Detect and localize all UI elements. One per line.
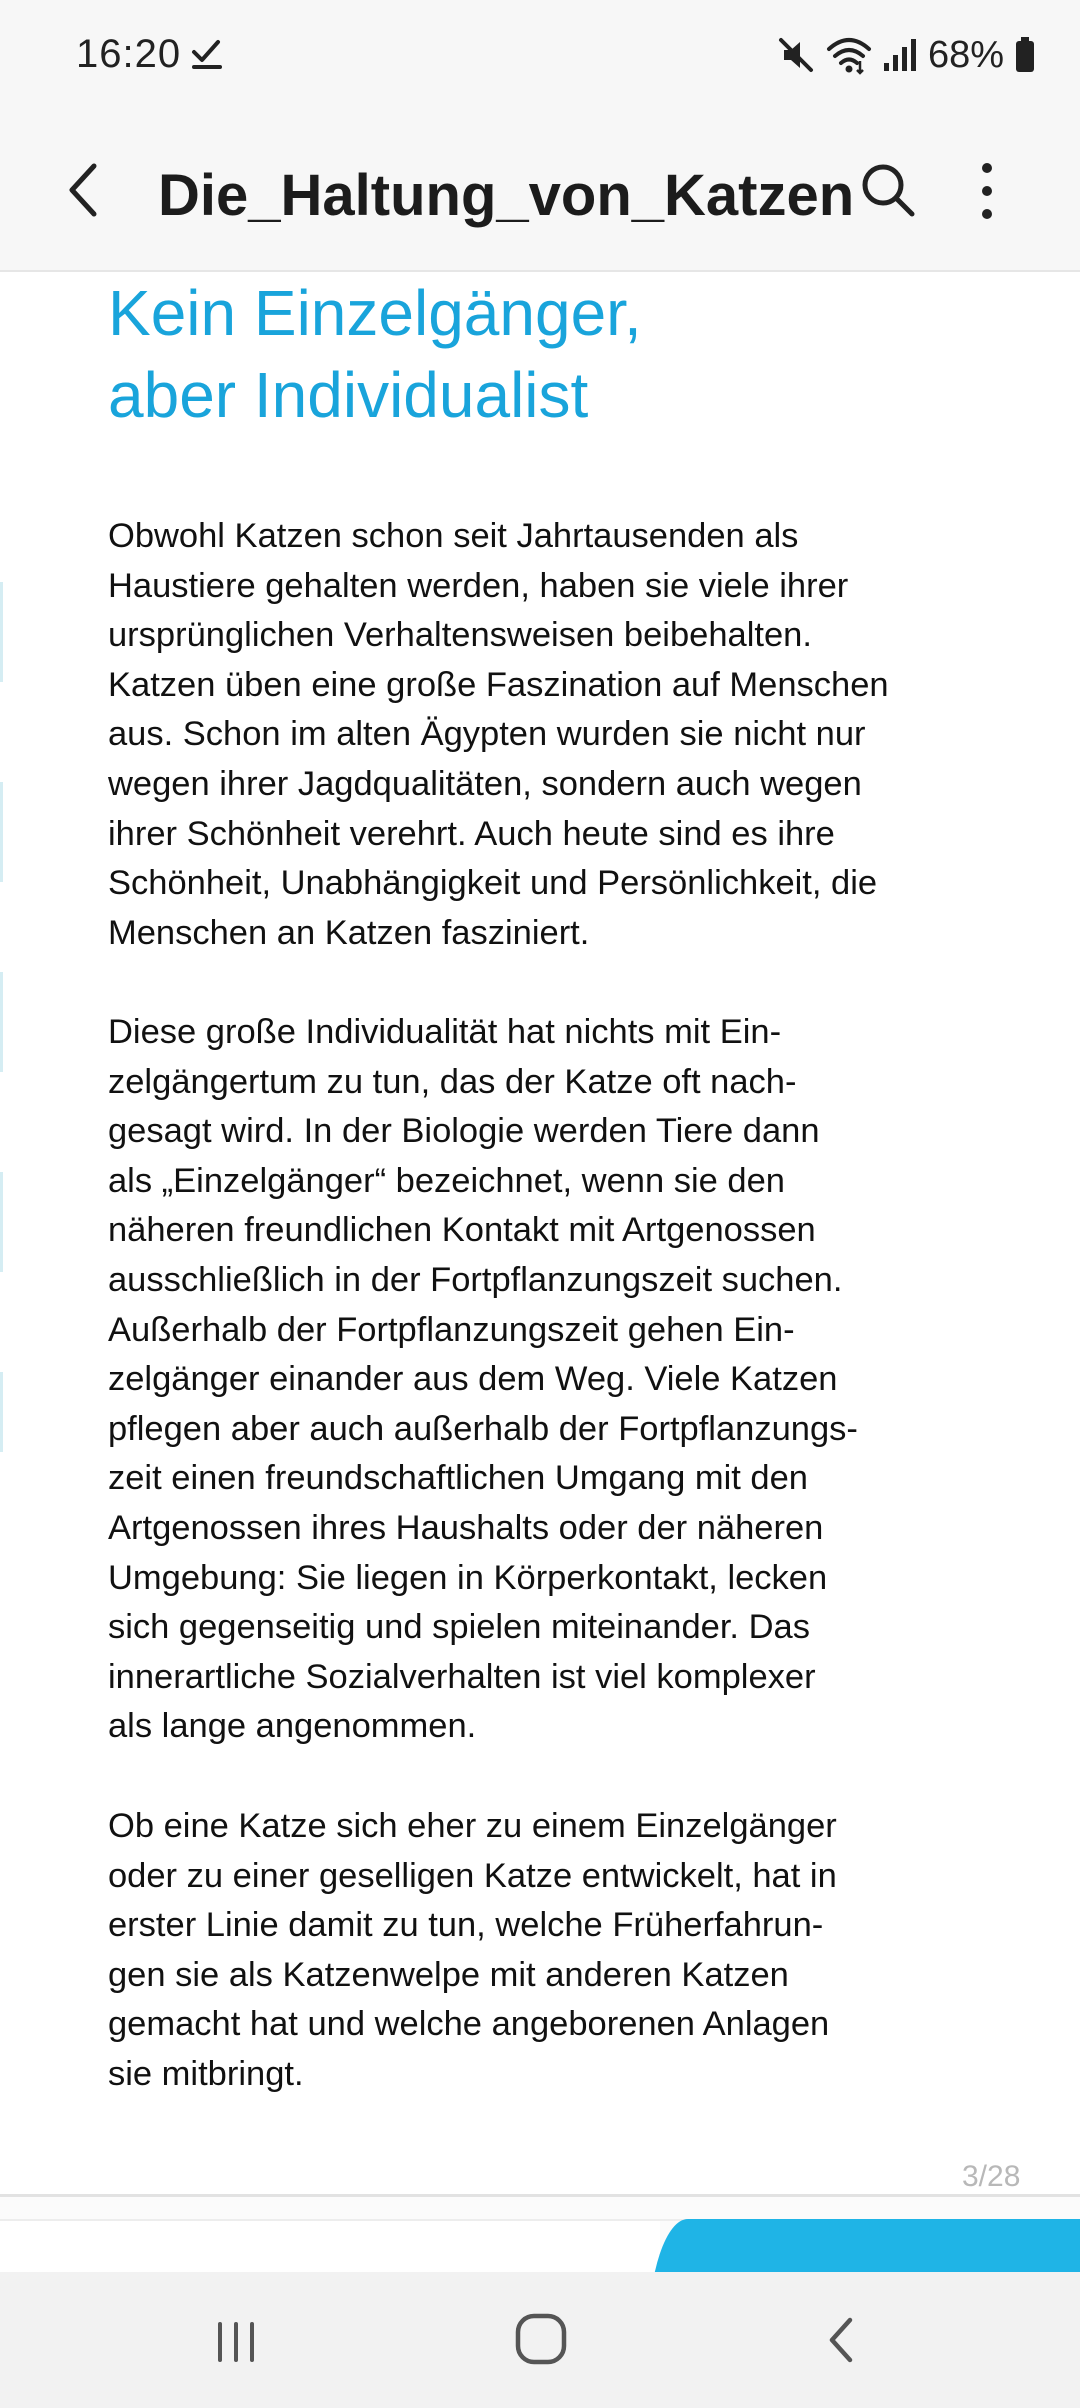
wifi-icon (826, 35, 872, 75)
search-icon[interactable] (858, 160, 918, 220)
text-line: als lange angenommen. (108, 1707, 477, 1746)
document-title: Die_Haltung_von_Katzen (158, 163, 855, 228)
status-time: 16:20 (76, 32, 182, 76)
text-line: oder zu einer geselligen Katze entwickelt, hat in (108, 1856, 837, 1895)
text-line: ursprünglichen Verhaltensweisen beibehalten. (108, 616, 812, 655)
paragraph-2 (108, 1008, 988, 1752)
more-vertical-icon[interactable] (962, 156, 1012, 226)
text-line: aus. Schon im alten Ägypten wurden sie nicht nur (108, 715, 866, 754)
text-line: Diese große Individualität hat nichts mit Ein- (108, 1013, 782, 1051)
app-bar (0, 110, 1080, 270)
heading-line: Kein Einzelgänger, (108, 277, 642, 349)
nav-back-icon[interactable] (812, 2310, 872, 2370)
text-line: gesagt wird. In der Biologie werden Tiere dann (108, 1112, 820, 1151)
signal-icon (882, 35, 918, 75)
download-complete-icon (190, 36, 224, 70)
text-line: Ob eine Katze sich eher zu einem Einzelgänger (108, 1807, 837, 1845)
text-line: zelgänger einander aus dem Weg. Viele Katzen (108, 1360, 838, 1399)
text-line: gemacht hat und welche angeborenen Anlagen (108, 2005, 830, 2044)
text-line: gen sie als Katzenwelpe mit anderen Katzen (108, 1955, 789, 1994)
text-line: Obwohl Katzen schon seit Jahrtausenden als (108, 517, 799, 555)
next-page-preview[interactable] (0, 2197, 1080, 2272)
text-line: zelgängertum zu tun, das der Katze oft nach- (108, 1062, 797, 1101)
text-line: zeit einen freundschaftlichen Umgang mit den (108, 1459, 808, 1498)
text-line: ausschließlich in der Fortpflanzungszeit suchen. (108, 1260, 843, 1299)
document-page[interactable] (0, 272, 1080, 2194)
recent-apps-icon[interactable] (206, 2312, 266, 2372)
mute-icon (776, 35, 816, 75)
battery-icon (1014, 35, 1036, 75)
page-indicator: 3/28 (962, 2160, 1021, 2193)
text-line: Außerhalb der Fortpflanzungszeit gehen Ein- (108, 1310, 795, 1349)
text-line: wegen ihrer Jagdqualitäten, sondern auch wegen (108, 764, 862, 803)
text-line: als „Einzelgänger“ bezeichnet, wenn sie den (108, 1161, 785, 1200)
text-line: Artgenossen ihres Haushalts oder der näheren (108, 1508, 824, 1547)
status-icons (776, 30, 1036, 80)
text-line: sich gegenseitig und spielen miteinander. Das (108, 1608, 810, 1647)
battery-percent: 68% (927, 33, 1004, 76)
status-bar (0, 0, 1080, 110)
text-line: Haustiere gehalten werden, haben sie viele ihrer (108, 566, 849, 605)
text-line: näheren freundlichen Kontakt mit Artgenossen (108, 1211, 816, 1250)
text-line: ihrer Schönheit verehrt. Auch heute sind es ihre (108, 814, 835, 853)
text-line: erster Linie damit zu tun, welche Früherfahrun- (108, 1906, 824, 1945)
section-heading (108, 272, 642, 436)
system-navigation-bar (0, 2272, 1080, 2408)
back-icon[interactable] (56, 160, 116, 220)
preview-page (0, 2221, 660, 2272)
text-line: sie mitbringt. (108, 2054, 304, 2093)
text-line: Menschen an Katzen fasziniert. (108, 913, 590, 952)
heading-line: aber Individualist (108, 359, 589, 431)
preview-accent-shape (648, 2219, 1080, 2272)
paragraph-3 (108, 1802, 988, 2100)
text-line: pflegen aber auch außerhalb der Fortpflanzungs- (108, 1409, 858, 1448)
text-line: Schönheit, Unabhängigkeit und Persönlichkeit, die (108, 864, 878, 903)
text-line: Umgebung: Sie liegen in Körperkontakt, lecken (108, 1558, 828, 1597)
text-line: Katzen üben eine große Faszination auf Menschen (108, 665, 889, 704)
home-icon[interactable] (510, 2308, 572, 2370)
text-line: innerartliche Sozialverhalten ist viel komplexer (108, 1657, 816, 1696)
paragraph-1 (108, 512, 988, 958)
